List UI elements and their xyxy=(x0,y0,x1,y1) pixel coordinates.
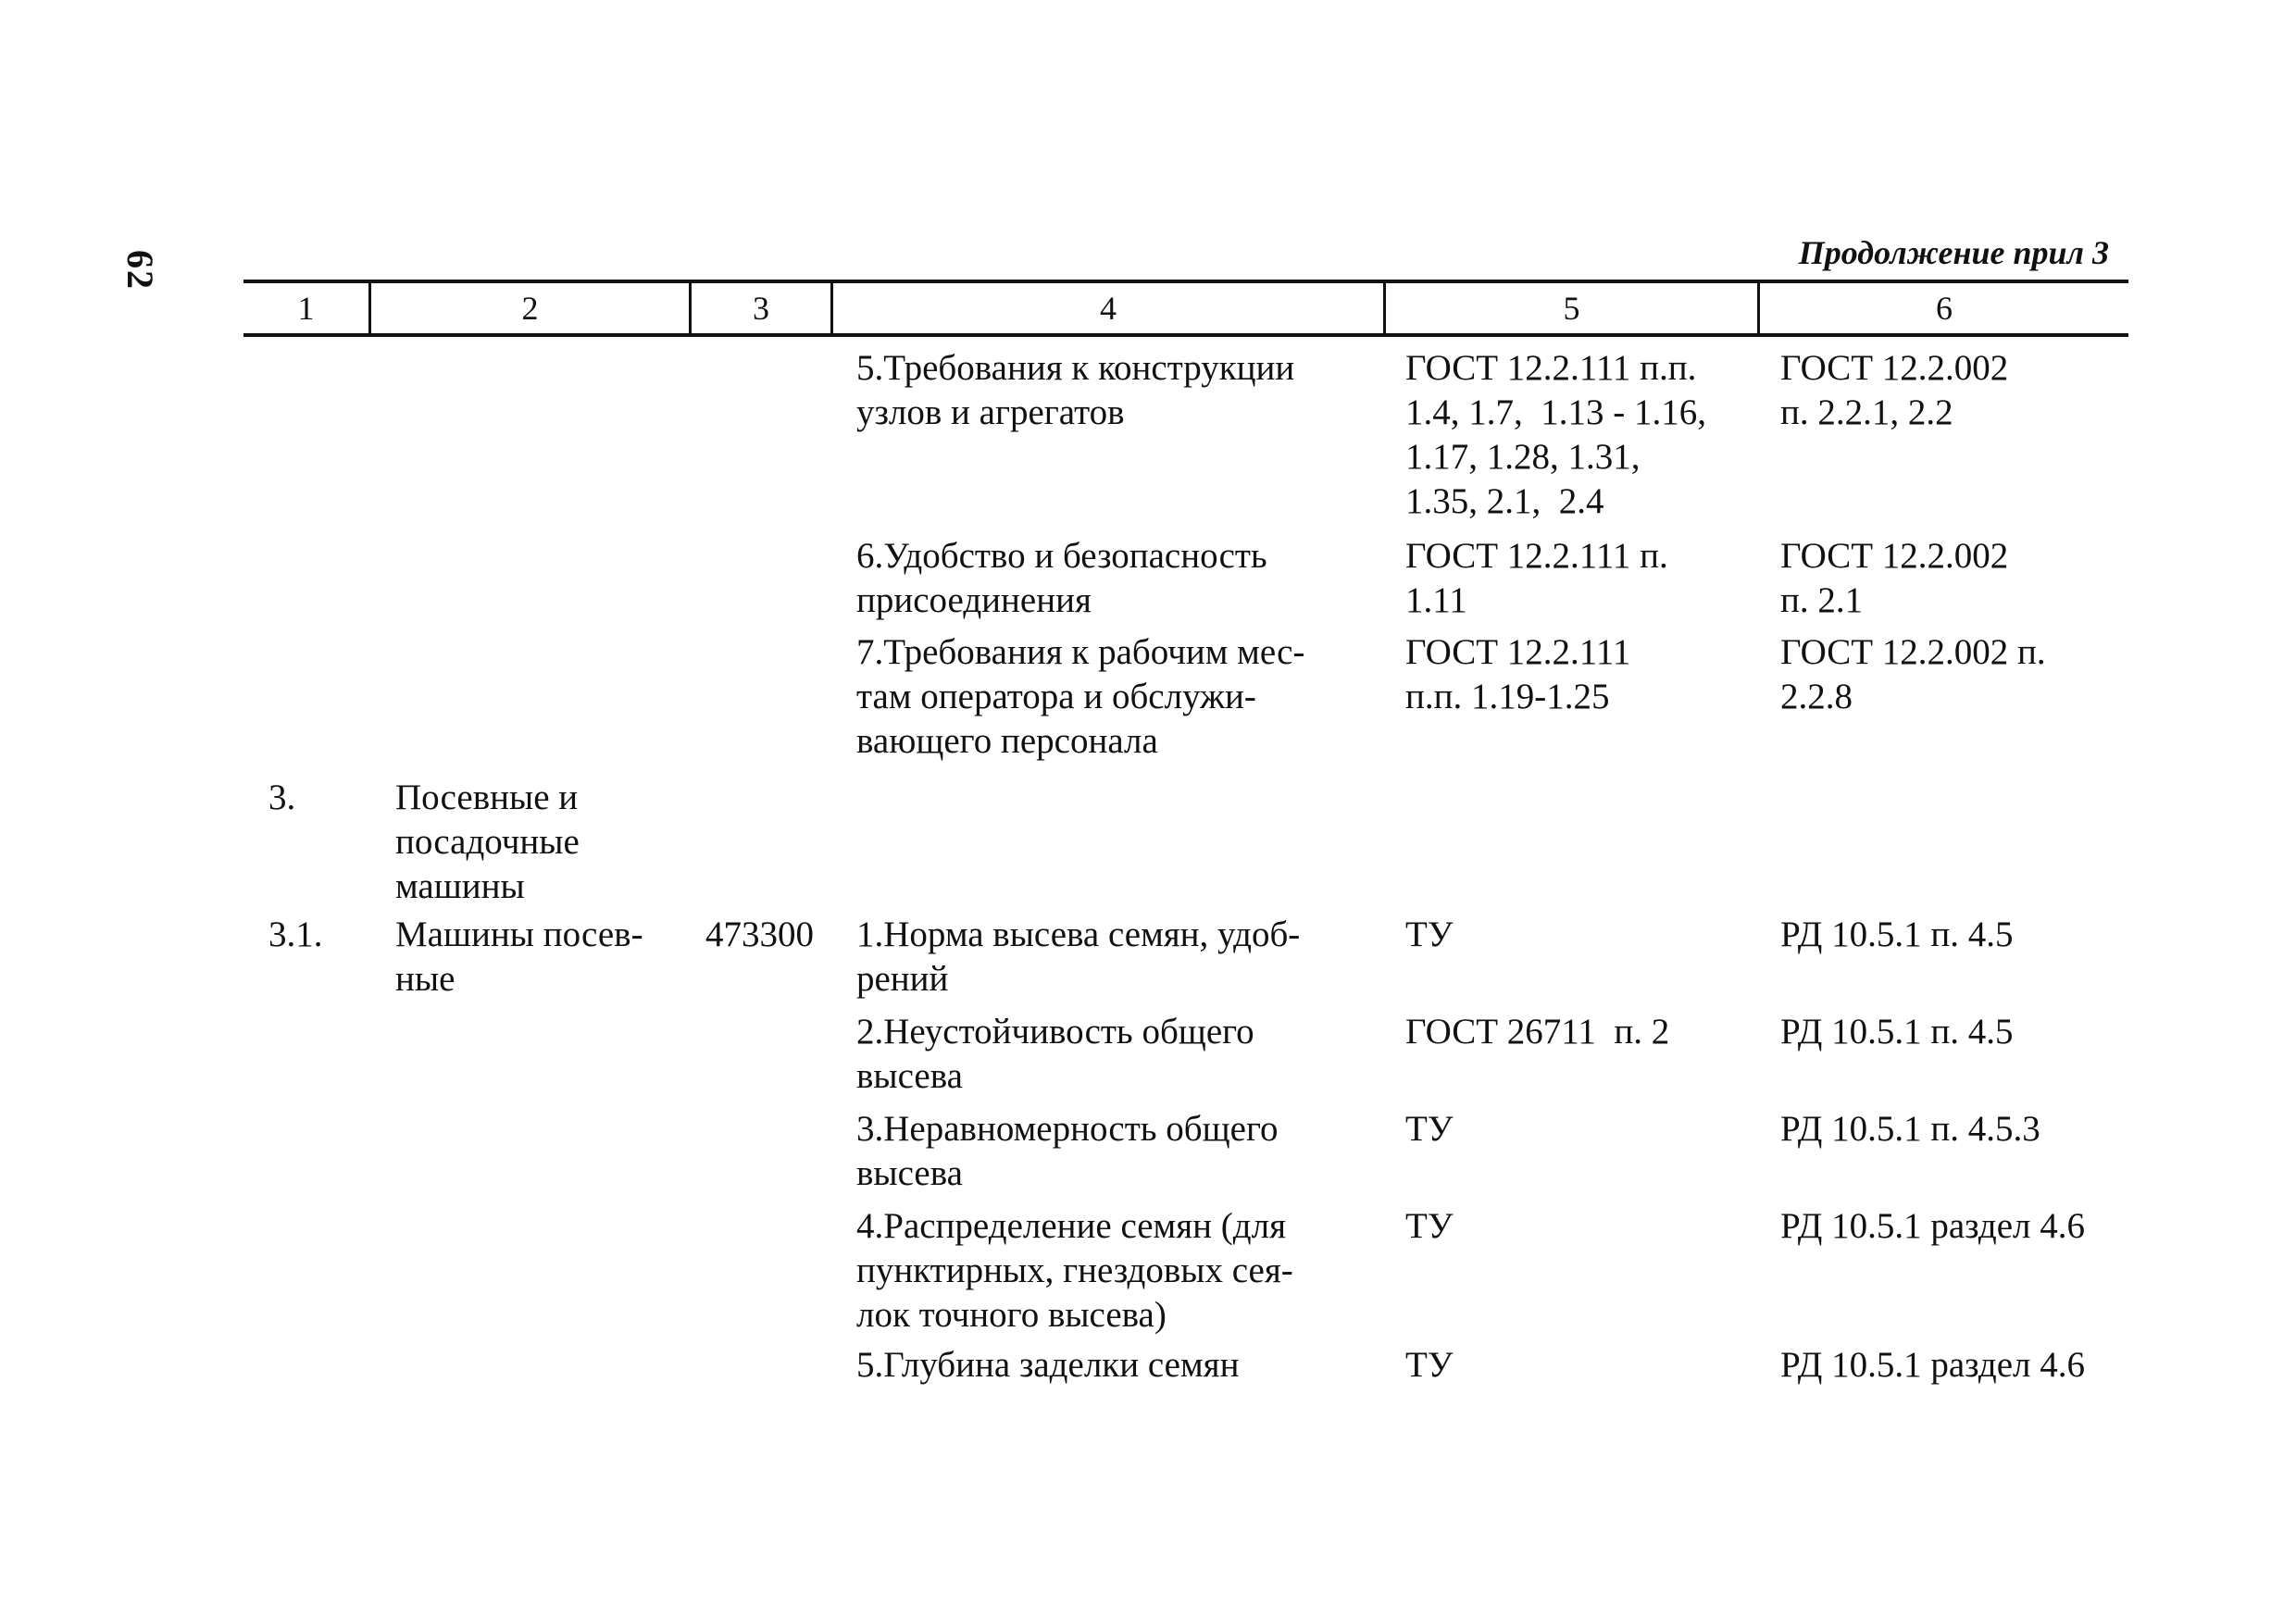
table-cell: ТУ xyxy=(1405,1109,1454,1149)
table-cell: ТУ xyxy=(1405,915,1454,954)
table-cell: РД 10.5.1 п. 4.5 xyxy=(1780,915,2014,954)
continuation-label: Продолжение прил 3 xyxy=(1798,234,2109,271)
column-header-4: 4 xyxy=(1100,290,1117,327)
table-cell: 1.Норма высева семян, удоб- рений xyxy=(856,915,1301,999)
table-cell: 7.Требования к рабочим мес- там оператора и обслужи- вающего персонала xyxy=(856,632,1305,761)
table-header-bottom-rule xyxy=(243,333,2128,337)
table-cell: ТУ xyxy=(1405,1345,1454,1385)
table-cell: ГОСТ 12.2.111 п. 1.11 xyxy=(1405,536,1668,620)
table-cell: 5.Требования к конструкции узлов и агрегатов xyxy=(856,348,1295,432)
table-cell: РД 10.5.1 раздел 4.6 xyxy=(1780,1345,2085,1385)
table-cell: 3.1. xyxy=(268,915,323,954)
table-cell: ГОСТ 12.2.002 п. 2.1 xyxy=(1780,536,2009,620)
table-cell: РД 10.5.1 п. 4.5 xyxy=(1780,1012,2014,1052)
table-header-top-rule xyxy=(243,280,2128,283)
table-cell: ГОСТ 12.2.002 п. 2.2.8 xyxy=(1780,632,2046,716)
table-cell: РД 10.5.1 п. 4.5.3 xyxy=(1780,1109,2040,1149)
table-cell: 6.Удобство и безопасность присоединения xyxy=(856,536,1267,620)
table-cell: 473300 xyxy=(705,915,814,954)
table-cell: ГОСТ 12.2.002 п. 2.2.1, 2.2 xyxy=(1780,348,2009,432)
table-cell: 3.Неравномерность общего высева xyxy=(856,1109,1279,1193)
table-cell: РД 10.5.1 раздел 4.6 xyxy=(1780,1206,2085,1246)
table-cell: Посевные и посадочные машины xyxy=(395,778,580,906)
table-cell: ГОСТ 12.2.111 п.п. 1.4, 1.7, 1.13 - 1.16, 1.17, 1.28, 1.31, 1.35, 2.1, 2.4 xyxy=(1405,348,1706,521)
table-cell: ГОСТ 12.2.111 п.п. 1.19-1.25 xyxy=(1405,632,1631,716)
table-cell: ГОСТ 26711 п. 2 xyxy=(1405,1012,1670,1052)
column-header-3: 3 xyxy=(753,290,769,327)
column-header-5: 5 xyxy=(1563,290,1580,327)
table-cell: 2.Неустойчивость общего высева xyxy=(856,1012,1254,1096)
table-cell: 3. xyxy=(268,778,296,817)
column-header-6: 6 xyxy=(1936,290,1953,327)
table-cell: 5.Глубина заделки семян xyxy=(856,1345,1240,1385)
column-header-2: 2 xyxy=(521,290,539,327)
page-number: 62 xyxy=(119,250,161,291)
table-cell: Машины посев- ные xyxy=(395,915,643,999)
table-cell: ТУ xyxy=(1405,1206,1454,1246)
table-cell: 4.Распределение семян (для пунктирных, гнездовых сея- лок точного высева) xyxy=(856,1206,1293,1335)
column-header-1: 1 xyxy=(297,290,315,327)
